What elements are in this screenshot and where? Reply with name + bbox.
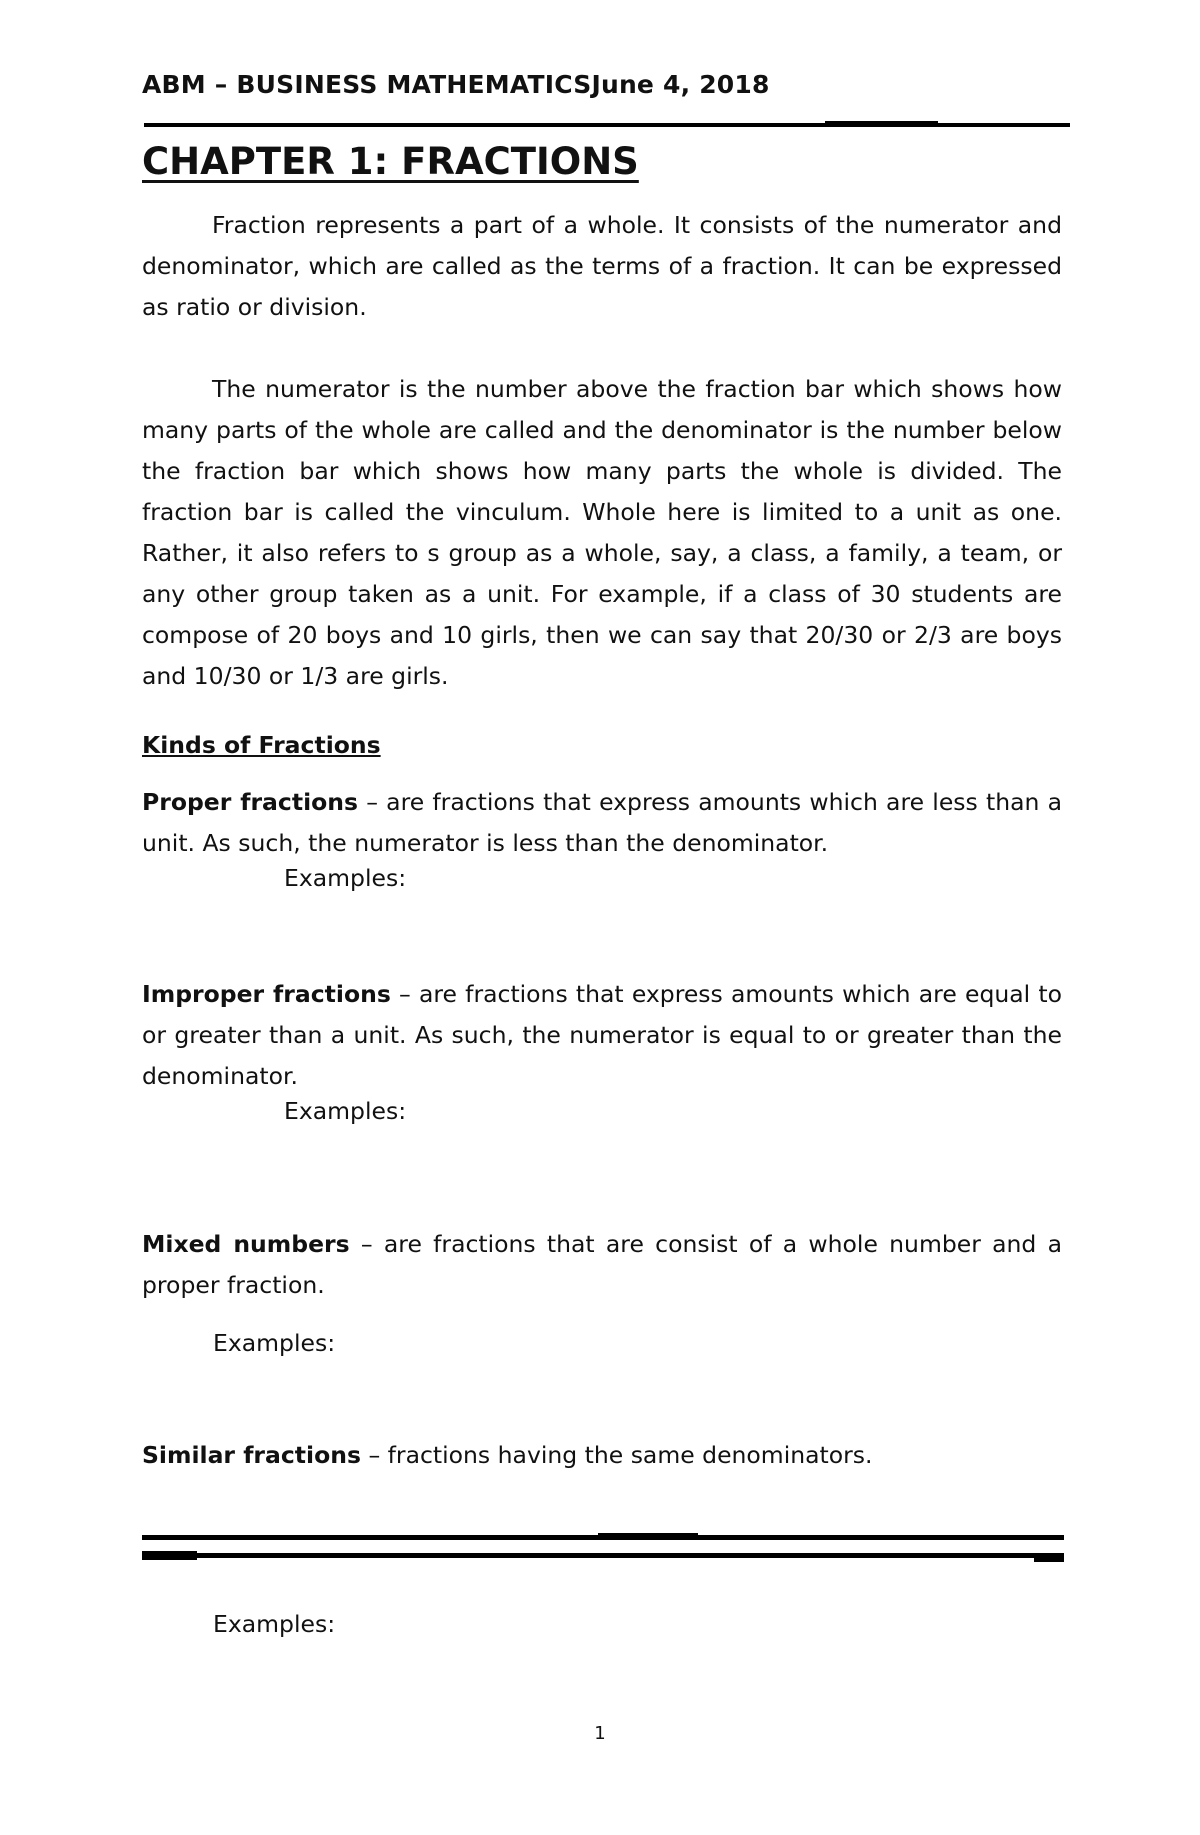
mixed-numbers-term: Mixed numbers bbox=[142, 1230, 350, 1258]
improper-fractions-definition bbox=[142, 974, 1062, 1097]
footer-rule-upper-accent bbox=[598, 1533, 698, 1538]
similar-fractions-text: – fractions having the same denominators. bbox=[360, 1441, 873, 1469]
running-header: ABM – BUSINESS MATHEMATICSJune 4, 2018 bbox=[142, 70, 770, 99]
improper-fractions-text: – are fractions that express amounts which are equal to or greater than a unit. As such, the numerator is equal to or greater than the denominator. bbox=[142, 980, 1062, 1090]
improper-fractions-examples-label: Examples: bbox=[284, 1097, 407, 1125]
footer-rule-lower-accent-right bbox=[1034, 1555, 1064, 1562]
mixed-numbers-definition bbox=[142, 1224, 1062, 1306]
proper-fractions-examples-label: Examples: bbox=[284, 864, 407, 892]
mixed-numbers-examples-label: Examples: bbox=[213, 1329, 336, 1357]
proper-fractions-text: – are fractions that express amounts which are less than a unit. As such, the numerator is less than the denominator. bbox=[142, 788, 1062, 857]
footer-rule-lower bbox=[142, 1553, 1064, 1558]
proper-fractions-term: Proper fractions bbox=[142, 788, 358, 816]
intro-paragraph-2: The numerator is the number above the fraction bar which shows how many parts of the whole are called and the denominator is the number below the fraction bar which shows how many parts the whole is divided. The fraction bar is called the vinculum. Whole here is limited to a unit as one. Rather, it also refers to s group as a whole, say, a class, a family, a team, or any other group taken as a unit. For example, if a class of 30 students are compose of 20 boys and 10 girls, then we can say that 20/30 or 2/3 are boys and 10/30 or 1/3 are girls. bbox=[142, 375, 1062, 690]
intro-paragraph-1: Fraction represents a part of a whole. It consists of the numerator and denominator, which are called as the terms of a fraction. It can be expressed as ratio or division. bbox=[142, 211, 1062, 321]
header-rule-accent bbox=[825, 121, 938, 127]
similar-fractions-definition bbox=[142, 1435, 1062, 1476]
similar-fractions-examples-label: Examples: bbox=[213, 1610, 336, 1638]
page-number: 1 bbox=[594, 1723, 606, 1744]
chapter-title: CHAPTER 1: FRACTIONS bbox=[142, 140, 639, 183]
similar-fractions-term: Similar fractions bbox=[142, 1441, 361, 1469]
mixed-numbers-text: – are fractions that are consist of a whole number and a proper fraction. bbox=[142, 1230, 1063, 1299]
footer-rule-lower-accent-left bbox=[142, 1551, 197, 1560]
kinds-heading: Kinds of Fractions bbox=[142, 731, 381, 759]
improper-fractions-term: Improper fractions bbox=[142, 980, 391, 1008]
proper-fractions-definition bbox=[142, 782, 1062, 864]
